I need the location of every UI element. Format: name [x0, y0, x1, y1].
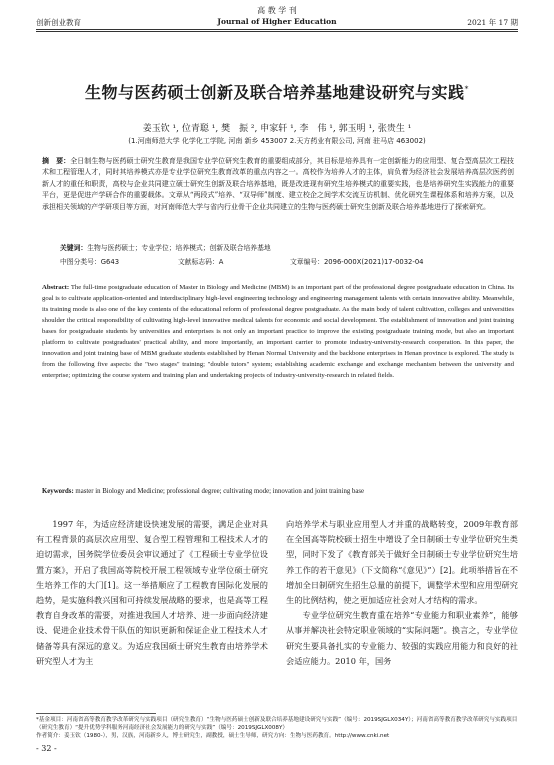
chinese-abstract [42, 155, 514, 213]
abstract-cn-text: 全日制生物与医药硕士研究生教育是我国专业学位研究生教育的重要组成部分，其目标是培养具有一定创新能力的应用型、复合型高层次工程技术和工程管理人才，同时其培养模式亦是专业学位研究生教育改革的重点内容之一。高校作为培养人才的主体，肩负着为经济社会发展培养高层次医药创新人才的重任和职责，高校与企业共同建立硕士研究生创新及联合培养基地，既是改进现有研究生培养模式的重要实践，也是培养研究生实践能力的重要平台，更是促进产学研合作的重要载体。文章从“两段式”培养、“双导师”制度、建立校企之间学术交流互访机制、优化研究生课程体系和培养方案，以及承担相关领域的产学研项目等方面，对河南师范大学与省内行业骨干企业共同建立的生物与医药硕士研究生创新及联合培养基地进行了探索研究。 [42, 157, 515, 211]
abstract-en-text: The full-time postgraduate education of Master in Biology and Medicine (MBM) is an important part of the professional degree postgraduate education in China. Its goal is to cultivate application-oriented and interdisciplinary high-level engineering technology and engineering management talents with certain innovative ability. Meanwhile, its training mode is also one of the key contents of the educational reform of professional degree postgraduate. As the main body of talent cultivation, colleges and universities shoulder the critical responsibility of cultivating high-level innovative medical talents for economic and social development. The establishment of innovation and joint training bases for postgraduate students by universities and enterprises is not only an important practice to improve the existing postgraduate training mode, but also an important platform to cultivate postgraduates' practical ability, and more importantly, an important carrier to promote industry-university-research cooperation. In this paper, the innovation and joint training base of MBM graduate students established by Henan Normal University and the backbone enterprises in Henan province is explored. The study is from the following five aspects: the "two stages" training; "double tutors" system; establishing academic exchange and exchange mechanism between the university and enterprise; optimizing the course system and training plan and undertaking projects of industry-university-research in related fields. [42, 284, 514, 379]
footnote: *基金项目：河南省高等教育教学改革研究与实践项目（研究生教育）“生物与医药硕士创新及联合培养基地建设研究与实践”（编号：2019SJGLX034Y）；河南省高等教育教学改革研究与实践项目（研究生教育）“提升优势学科服务河南经济社会发展能力的研究与实践”（编号：2019SJGLX008Y） 作者简介：姜玉钦（1980-），男，汉族，河南新乡人，博士研究生，副教授，硕士生导师，研究方向：生物与医药教育。http://www.cnki.net [36, 717, 518, 739]
header-rule-thin [36, 31, 518, 32]
clc-number: 中图分类号：G643 [60, 258, 120, 266]
header-rule [36, 29, 518, 30]
abstract-en-label: Abstract: [42, 284, 70, 291]
issue-label: 2021 年 17 期 [467, 18, 518, 27]
document-code: 文献标志码：A [178, 258, 224, 266]
title-footnote-mark: * [464, 84, 469, 94]
author-list: 姜玉钦 ¹, 位青聪 ¹, 樊 振 ², 申家轩 ¹, 李 伟 ¹, 郭玉明 ¹, 张贵生 ¹ [142, 124, 412, 134]
affiliation: (1.河南师范大学 化学化工学院, 河南 新乡 453007 2.天方药业有限公司, 河南 驻马店 463002) [128, 137, 426, 145]
title-text: 生物与医药硕士创新及联合培养基地建设研究与实践 [84, 83, 465, 102]
english-keywords [42, 488, 514, 495]
keywords-cn-text: 生物与医药硕士；专业学位；培养模式；创新及联合培养基地 [87, 244, 271, 252]
body-column-right [286, 517, 518, 669]
page-number: - 32 - [36, 744, 57, 753]
body-left-text: 1997 年，为适应经济建设快速发展的需要，满足企业对具有工程背景的高层次应用型、复合型工程管理和工程技术人才的迫切需求，国务院学位委员会审议通过了《工程硕士专业学位设置方案》，开启了我国高等院校开展工程领域专业学位硕士研究生培养工作的大门[1]。这一举措顺应了工程教育国际化发展的趋势，是实施科教兴国和可持续发展战略的要求，也是高等工程教育自身改革的需要，对推进我国人才培养、进一步面向经济建设、促进企业技术骨干队伍的知识更新和保证企业工程技术人才储备等具有深远的意义。为适应我国硕士研究生教育由培养学术研究型人才为主 [36, 519, 268, 666]
article-title [36, 80, 518, 103]
keywords-en-text: master in Biology and Medicine; professional degree; cultivating mode; innovation and joint training base [75, 488, 365, 495]
chinese-keywords [60, 242, 271, 252]
keywords-cn-label: 关键词： [60, 244, 88, 252]
journal-name-header: 高 教 学 刊 [257, 6, 297, 15]
body-right-text: 向培养学术与职业应用型人才并重的战略转变，2009年教育部在全国高等院校硕士招生中增设了全日制硕士专业学位研究生类型，同时下发了《教育部关于做好全日制硕士专业学位研究生培养工作的若干意见》（下文简称“《意见》”）[2]。此项举措旨在不增加全日制研究生招生总量的前提下，调整学术型和应用型研究生的比例结构，使之更加适应社会对人才结构的需求。 专业学位研究生教育重在培养“专业能力和职业素养”，能够从事并解决社会特定职业领域的“实际问题”。换言之，专业学位研究生要具备扎实的专业能力、较强的实践应用能力和良好的社会适应能力。2010 年，国务 [286, 519, 518, 666]
body-column-left [36, 517, 268, 669]
article-number: 文章编号：2096-000X(2021)17-0032-04 [290, 258, 424, 266]
abstract-cn-label: 摘 要： [42, 156, 71, 165]
keywords-en-label: Keywords: [42, 488, 74, 495]
english-abstract [42, 282, 514, 381]
journal-english-name: Journal of Higher Education [217, 17, 337, 26]
section-label: 创新创业教育 [36, 18, 81, 27]
footnote-rule [36, 713, 156, 714]
